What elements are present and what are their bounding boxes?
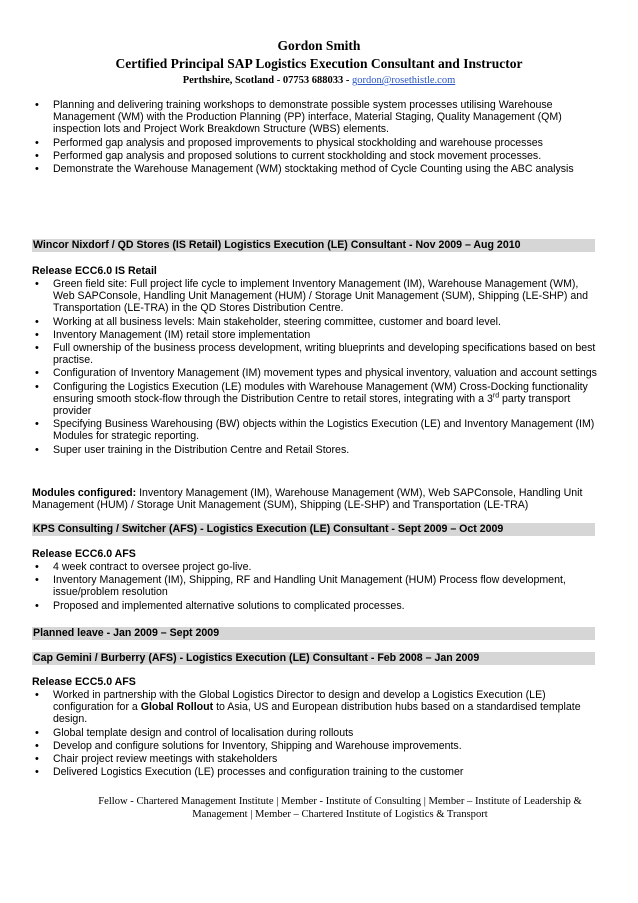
list-item: • Delivered Logistics Execution (LE) processes and configuration training to the customer (32, 766, 602, 778)
email-link[interactable]: gordon@rosethistle.com (351, 75, 456, 86)
modules-label: Modules configured: (32, 487, 137, 499)
kps-bullets (32, 561, 602, 613)
list-item: • 4 week contract to oversee project go-live. (32, 561, 602, 573)
list-item: • Full ownership of the business process development, writing blueprints and developing specifications based on best practise. (32, 342, 602, 366)
capgemini-bullets (32, 689, 602, 779)
candidate-name: Gordon Smith (277, 38, 361, 53)
release-label: Release ECC6.0 IS Retail (32, 265, 157, 277)
release-label: Release ECC5.0 AFS (32, 676, 136, 688)
list-item: • Super user training in the Distribution Centre and Retail Stores. (32, 444, 602, 456)
location-phone: Perthshire, Scotland - 07753 688033 - (182, 75, 352, 86)
list-item: • Inventory Management (IM), Shipping, RF and Handling Unit Management (HUM) Process flow development, issue/problem resolution (32, 574, 602, 598)
memberships-footer: Fellow - Chartered Management Institute | Member - Institute of Consulting | Member – Institute of Leadership & Management | Member – Chartered Institute of Logistics & Transport (98, 796, 582, 820)
list-item: • Proposed and implemented alternative solutions to complicated processes. (32, 600, 602, 612)
wincor-bullets (32, 278, 602, 457)
job-heading-kps: KPS Consulting / Switcher (AFS) - Logistics Execution (LE) Consultant - Sept 2009 – Oct 2009 (32, 523, 595, 536)
summary-list (32, 99, 602, 176)
list-item: • Develop and configure solutions for Inventory, Shipping and Warehouse improvements. (32, 740, 602, 752)
list-item: • Global template design and control of localisation during rollouts (32, 727, 602, 739)
job-heading-wincor: Wincor Nixdorf / QD Stores (IS Retail) Logistics Execution (LE) Consultant - Nov 2009 – Aug 2010 (32, 239, 595, 252)
list-item: • Green field site: Full project life cycle to implement Inventory Management (IM), Warehouse Management (WM), Web SAPConsole, Handling Unit Management (HUM) / Storage Unit Management (SUM), Shipping (LE-SHP) and Transportation (LE-TRA) in the QD Stores Distribution Centre. (32, 278, 602, 315)
candidate-title: Certified Principal SAP Logistics Execution Consultant and Instructor (115, 56, 523, 71)
list-item: • Inventory Management (IM) retail store implementation (32, 329, 602, 341)
list-item: • Configuring the Logistics Execution (LE) modules with Warehouse Management (WM) Cross-Docking functionality ensuring smooth stock-flow through the Distribution Centre to retail stores, integrating with a 3rd party transport provider (32, 381, 602, 418)
contact-line (0, 74, 638, 87)
job-heading-capgemini: Cap Gemini / Burberry (AFS) - Logistics Execution (LE) Consultant - Feb 2008 – Jan 2009 (32, 652, 595, 665)
release-label: Release ECC6.0 AFS (32, 548, 136, 560)
list-item: • Working at all business levels: Main stakeholder, steering committee, customer and board level. (32, 316, 602, 328)
list-item: • Demonstrate the Warehouse Management (WM) stocktaking method of Cycle Counting using the ABC analysis (32, 163, 602, 175)
list-item: • Specifying Business Warehousing (BW) objects within the Logistics Execution (LE) and Inventory Management (IM) Modules for strategic reporting. (32, 418, 602, 442)
list-item: • Performed gap analysis and proposed improvements to physical stockholding and warehouse processes (32, 137, 602, 149)
job-heading-leave: Planned leave - Jan 2009 – Sept 2009 (32, 627, 595, 640)
list-item: • Worked in partnership with the Global Logistics Director to design and develop a Logistics Execution (LE) configuration for a Global Rollout to Asia, US and European distribution hubs based on a standardised template design. (32, 689, 602, 726)
list-item: • Performed gap analysis and proposed solutions to current stockholding and stock movement processes. (32, 150, 602, 162)
list-item: • Configuration of Inventory Management (IM) movement types and physical inventory, valuation and account settings (32, 367, 602, 379)
modules-configured: Modules configured: Inventory Management (IM), Warehouse Management (WM), Web SAPConsole, Handling Unit Management (HUM) / Storage Unit Management (SUM), Shipping (LE-SHP) and Transportation (LE-TRA) (32, 487, 583, 512)
list-item: • Planning and delivering training workshops to demonstrate possible system processes utilising Warehouse Management (WM) with the Production Planning (PP) interface, Material Staging, Quality Management (QM) inspection lots and Project Work Breakdown Structure (WBS) elements. (32, 99, 602, 136)
list-item: • Chair project review meetings with stakeholders (32, 753, 602, 765)
